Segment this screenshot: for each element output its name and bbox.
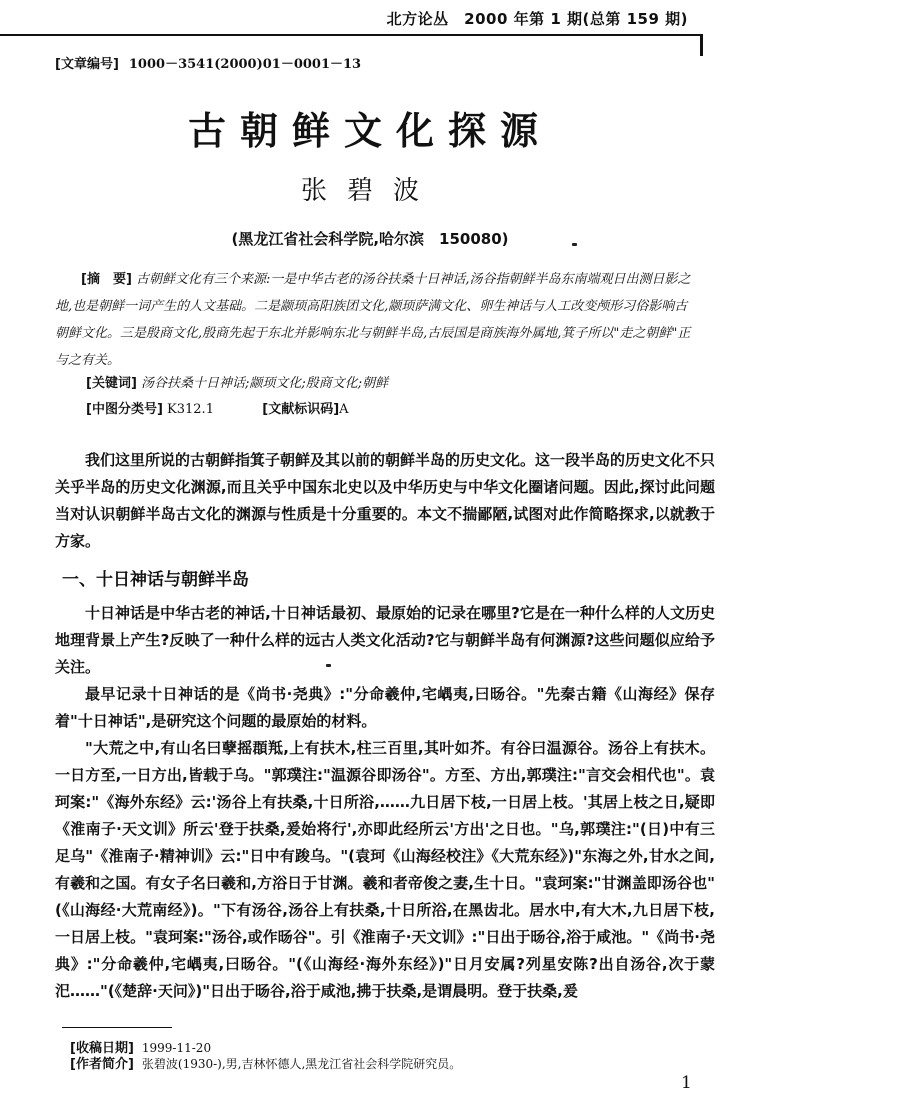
keywords-text: 汤谷扶桑十日神话;颛顼文化;殷商文化;朝鲜 [141, 376, 389, 391]
abstract-label: [摘 要] [81, 272, 132, 287]
author-bio-label: [作者简介] [70, 1057, 134, 1072]
intro-section [55, 447, 715, 555]
footnote-rule [62, 1027, 172, 1028]
journal-issue: 北方论丛 2000 年第 1 期(总第 159 期) [386, 10, 688, 28]
article-title: 古朝鲜文化探源 [187, 109, 552, 153]
article-number-value: 1000－3541(2000)01－0001－13 [128, 57, 362, 72]
section-body [55, 600, 715, 1005]
received-label: [收稿日期] [70, 1041, 134, 1056]
paragraph: "大荒之中,有山名曰孽摇頵羝,上有扶木,柱三百里,其叶如芥。有谷曰温源谷。汤谷上有扶木。一日方至,一日方出,皆载于乌。"郭璞注:"温源谷即汤谷"。方至、方出,郭璞注:"言交会相代也"。袁珂案:"《海外东经》云:'汤谷上有扶桑,十日所浴,……九日居下枝,一日居上枝。'其居上枝之日,疑即《淮南子·天文训》所云'登于扶桑,爰始将行',亦即此经所云'方出'之日也。"乌,郭璞注:"(日)中有三足乌"《淮南子·精神训》云:"日中有踆乌。"(袁珂《山海经校注》《大荒东经》)"东海之外,甘水之间,有羲和之国。有女子名曰羲和,方浴日于甘渊。羲和者帝俊之妻,生十日。"袁珂案:"甘渊盖即汤谷也"(《山海经·大荒南经》)。"下有汤谷,汤谷上有扶桑,十日所浴,在黑齿北。居水中,有大木,九日居下枝,一日居上枝。"袁珂案:"汤谷,或作旸谷"。引《淮南子·天文训》:"日出于旸谷,浴于咸池。"《尚书·尧典》:"分命羲仲,宅嵎夷,曰旸谷。"(《山海经·海外东经》)"日月安属?列星安陈?出自汤谷,次于蒙汜……"(《楚辞·天问》)"日出于旸谷,浴于咸池,拂于扶桑,是谓晨明。登于扶桑,爰 [55, 739, 715, 1000]
clc-label: [中图分类号] [86, 402, 163, 417]
page-number: 1 [681, 1073, 692, 1093]
author-bio [70, 1053, 461, 1072]
section-heading: 一、十日神话与朝鲜半岛 [62, 570, 249, 590]
scan-speck [326, 664, 331, 667]
intro-paragraph: 我们这里所说的古朝鲜指箕子朝鲜及其以前的朝鲜半岛的历史文化。这一段半岛的历史文化不只关乎半岛的历史文化渊源,而且关乎中国东北史以及中华历史与中华文化圈诸问题。因此,探讨此问题当对认识朝鲜半岛古文化的渊源与性质是十分重要的。本文不揣鄙陋,试图对此作简略探求,以就教于方家。 [55, 451, 716, 550]
header-rule-tick [700, 34, 703, 56]
paragraph: 最早记录十日神话的是《尚书·尧典》:"分命羲仲,宅嵎夷,曰旸谷。"先秦古籍《山海经》保存着"十日神话",是研究这个问题的最原始的材料。 [55, 685, 715, 730]
doc-code-value: A [339, 402, 349, 417]
classification [86, 398, 349, 417]
keywords-label: [关键词] [86, 376, 137, 391]
abstract-text: 古朝鲜文化有三个来源:一是中华古老的汤谷扶桑十日神话,汤谷指朝鲜半岛东南端观日出测日影之地,也是朝鲜一词产生的人文基础。二是颛顼高阳族团文化,颛顼萨满文化、卵生神话与人工改变颅形习俗影响古朝鲜文化。三是殷商文化,殷商先起于东北并影响东北与朝鲜半岛,古辰国是商族海外属地,箕子所以"走之朝鲜"正与之有关。 [55, 272, 691, 368]
scan-speck [572, 243, 577, 246]
author-affiliation: (黑龙江省社会科学院,哈尔滨 150080) [231, 230, 509, 248]
article-number-label: [文章编号] [55, 57, 119, 72]
paragraph: 十日神话是中华古老的神话,十日神话最初、最原始的记录在哪里?它是在一种什么样的人文历史地理背景上产生?反映了一种什么样的远古人类文化活动?它与朝鲜半岛有何渊源?这些问题似应给予关注。 [55, 604, 715, 676]
author-name: 张碧波 [300, 176, 439, 206]
article-number [55, 53, 361, 72]
keywords [86, 372, 388, 391]
received-value: 1999-11-20 [141, 1041, 212, 1055]
doc-code-label: [文献标识码] [262, 402, 340, 417]
running-header [0, 0, 700, 36]
abstract [55, 266, 695, 374]
clc-value: K312.1 [167, 402, 214, 417]
author-bio-value: 张碧波(1930-),男,吉林怀德人,黑龙江省社会科学院研究员。 [141, 1057, 462, 1071]
